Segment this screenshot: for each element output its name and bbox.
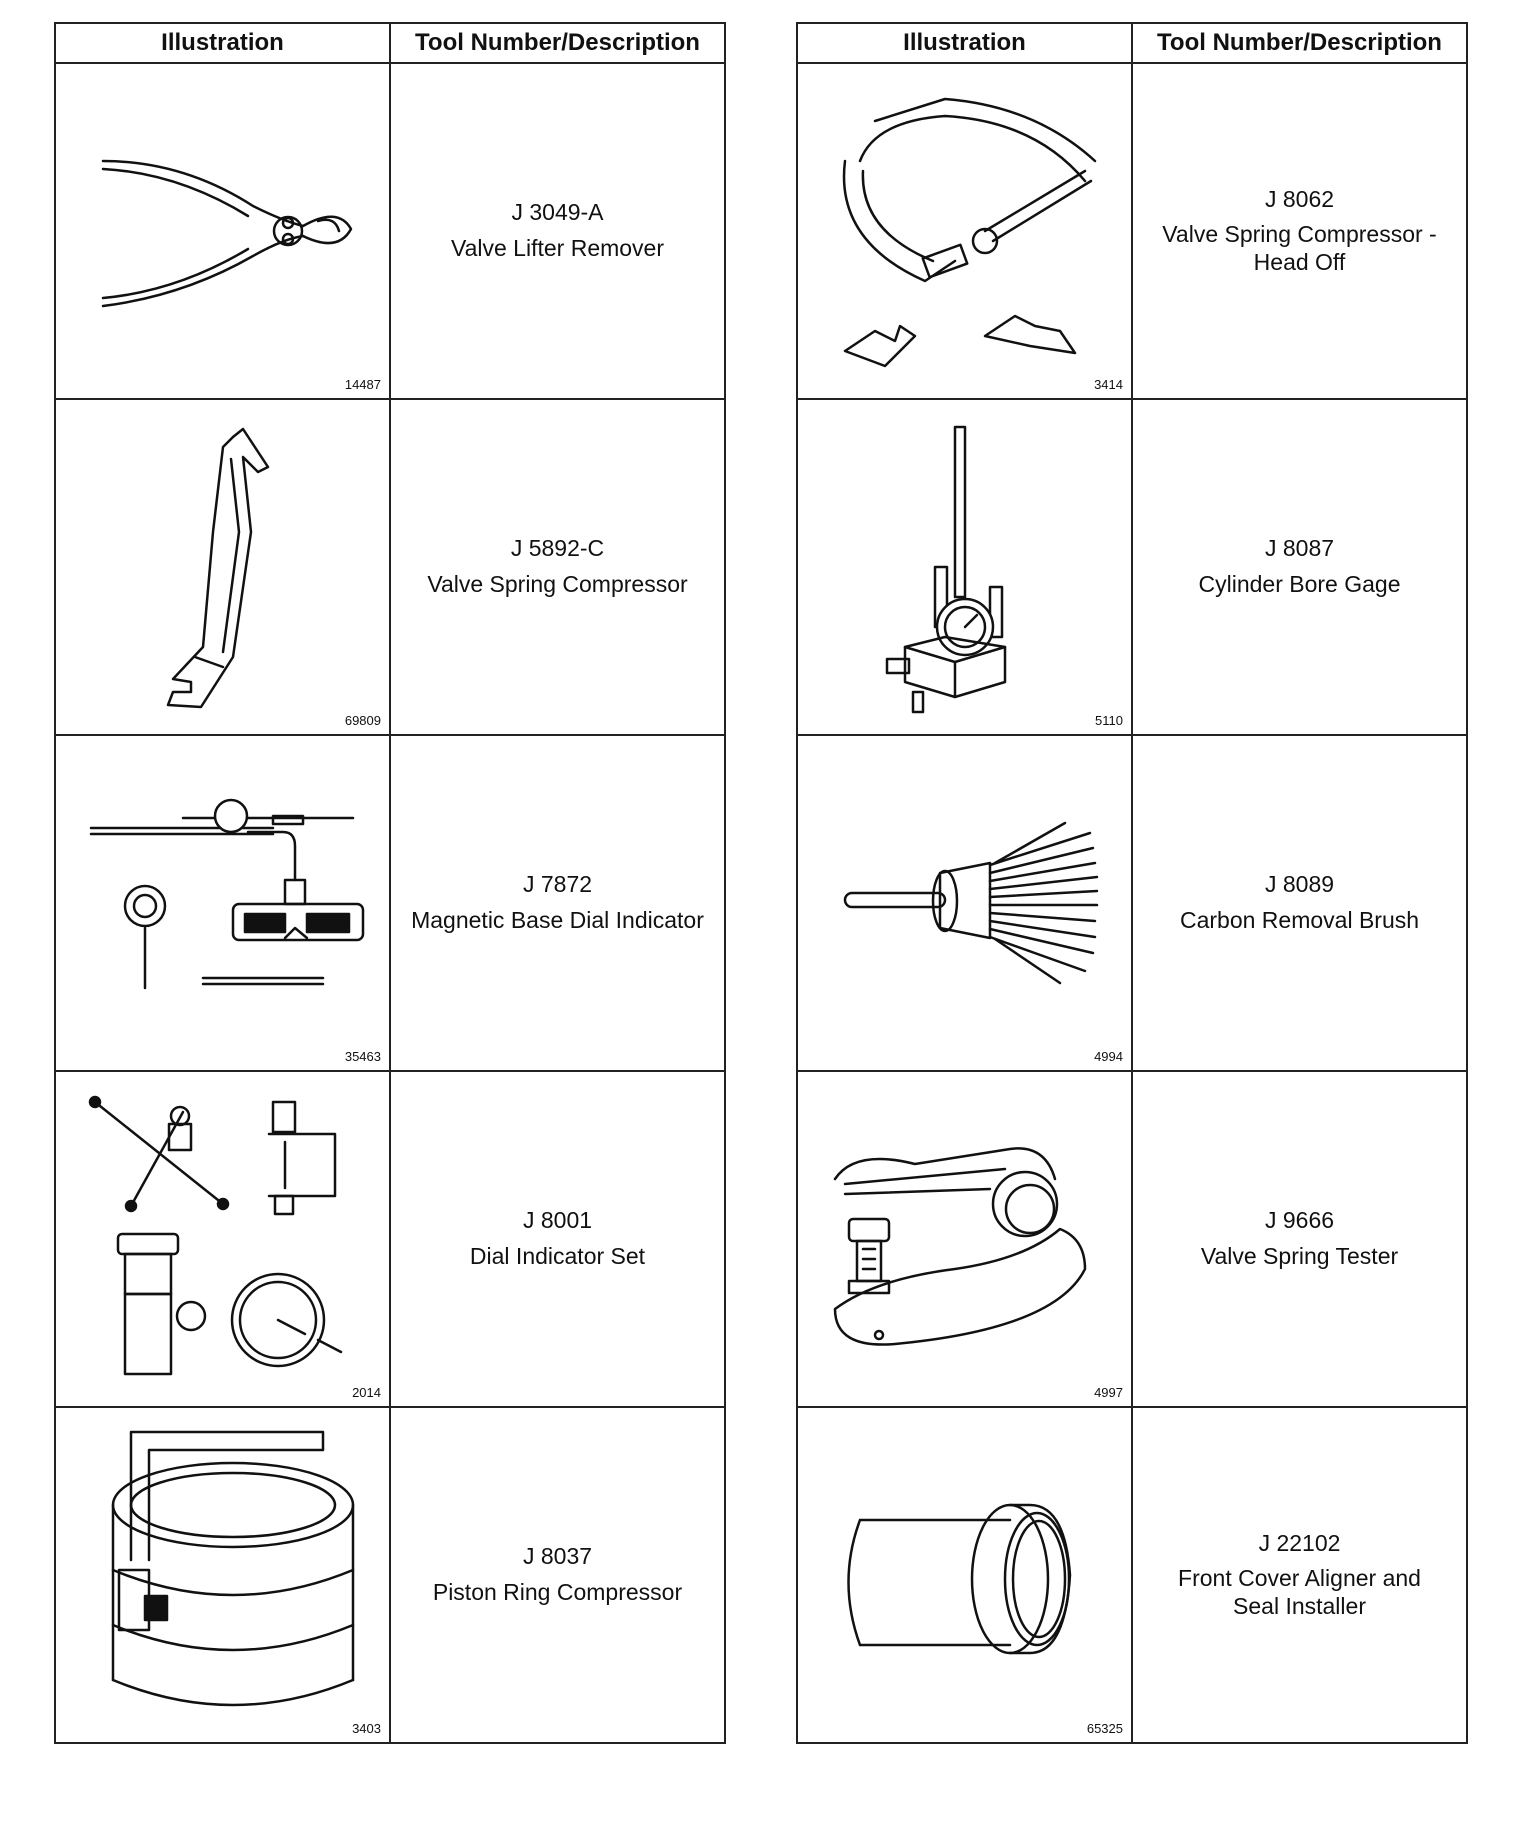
illustration-header: Illustration (797, 23, 1132, 63)
tool-description: Dial Indicator Set (469, 1243, 646, 1269)
seal-installer-icon (815, 1475, 1115, 1675)
description-cell (390, 1407, 725, 1743)
header-row (55, 23, 725, 63)
table-row (797, 1407, 1467, 1743)
description-cell (390, 63, 725, 399)
table-row (797, 63, 1467, 399)
table-row (55, 1071, 725, 1407)
tool-number: J 5892-C (510, 535, 605, 562)
tool-table-left (54, 22, 726, 1744)
table-row (797, 735, 1467, 1071)
tool-number: J 8037 (522, 1543, 593, 1570)
c-clamp-compressor-icon (815, 81, 1115, 381)
tool-description: Valve Spring Tester (1200, 1243, 1399, 1269)
illustration-cell (55, 399, 390, 735)
ring-compressor-icon (73, 1420, 373, 1730)
illustration-cell (797, 735, 1132, 1071)
lever-compressor-icon (73, 417, 373, 717)
tool-number: J 8087 (1264, 535, 1335, 562)
tool-number: J 8001 (522, 1207, 593, 1234)
tool-description: Front Cover Aligner and Seal Installer (1178, 1565, 1421, 1619)
tool-number: J 8089 (1264, 871, 1335, 898)
tool-description: Magnetic Base Dial Indicator (411, 907, 704, 933)
figure-number: 2014 (352, 1385, 381, 1400)
illustration-cell (55, 1071, 390, 1407)
tool-description: Cylinder Bore Gage (1198, 571, 1401, 597)
illustration-cell (55, 63, 390, 399)
tool-description: Valve Lifter Remover (450, 235, 665, 261)
tool-description: Valve Spring Compressor - Head Off (1162, 221, 1437, 275)
figure-number: 3414 (1094, 377, 1123, 392)
illustration-cell (797, 1407, 1132, 1743)
tool-description: Piston Ring Compressor (432, 1579, 683, 1605)
illustration-cell (797, 399, 1132, 735)
description-cell (1132, 1407, 1467, 1743)
pliers-icon (73, 121, 373, 341)
description-cell (1132, 63, 1467, 399)
table-row (797, 399, 1467, 735)
illustration-cell (797, 63, 1132, 399)
tool-number: J 9666 (1264, 1207, 1335, 1234)
dial-indicator-set-icon (73, 1084, 373, 1394)
tool-header: Tool Number/Description (1132, 23, 1467, 63)
figure-number: 35463 (344, 1049, 381, 1064)
tool-description: Valve Spring Compressor (427, 571, 688, 597)
table-row (55, 1407, 725, 1743)
tool-description: Carbon Removal Brush (1179, 907, 1420, 933)
figure-number: 5110 (1095, 713, 1123, 728)
table-row (55, 735, 725, 1071)
tool-number: J 3049-A (511, 199, 604, 226)
illustration-cell (55, 1407, 390, 1743)
tool-table-right (796, 22, 1468, 1744)
tool-number: J 8062 (1264, 185, 1335, 212)
figure-number: 14487 (344, 377, 381, 392)
tool-header: Tool Number/Description (390, 23, 725, 63)
tool-number: J 22102 (1258, 1529, 1341, 1556)
figure-number: 4997 (1094, 1385, 1123, 1400)
description-cell (390, 735, 725, 1071)
magnetic-base-icon (73, 788, 373, 1018)
figure-number: 69809 (344, 713, 381, 728)
description-cell (390, 1071, 725, 1407)
description-cell (1132, 735, 1467, 1071)
table-row (55, 63, 725, 399)
description-cell (1132, 1071, 1467, 1407)
description-cell (390, 399, 725, 735)
illustration-cell (55, 735, 390, 1071)
spring-tester-icon (815, 1109, 1115, 1369)
header-row (797, 23, 1467, 63)
table-row (55, 399, 725, 735)
illustration-header: Illustration (55, 23, 390, 63)
tool-number: J 7872 (522, 871, 593, 898)
figure-number: 65325 (1086, 1721, 1123, 1736)
wire-brush-icon (815, 803, 1115, 1003)
figure-number: 3403 (352, 1721, 381, 1736)
figure-number: 4994 (1094, 1049, 1123, 1064)
table-row (797, 1071, 1467, 1407)
illustration-cell (797, 1071, 1132, 1407)
description-cell (1132, 399, 1467, 735)
bore-gage-icon (815, 417, 1115, 717)
